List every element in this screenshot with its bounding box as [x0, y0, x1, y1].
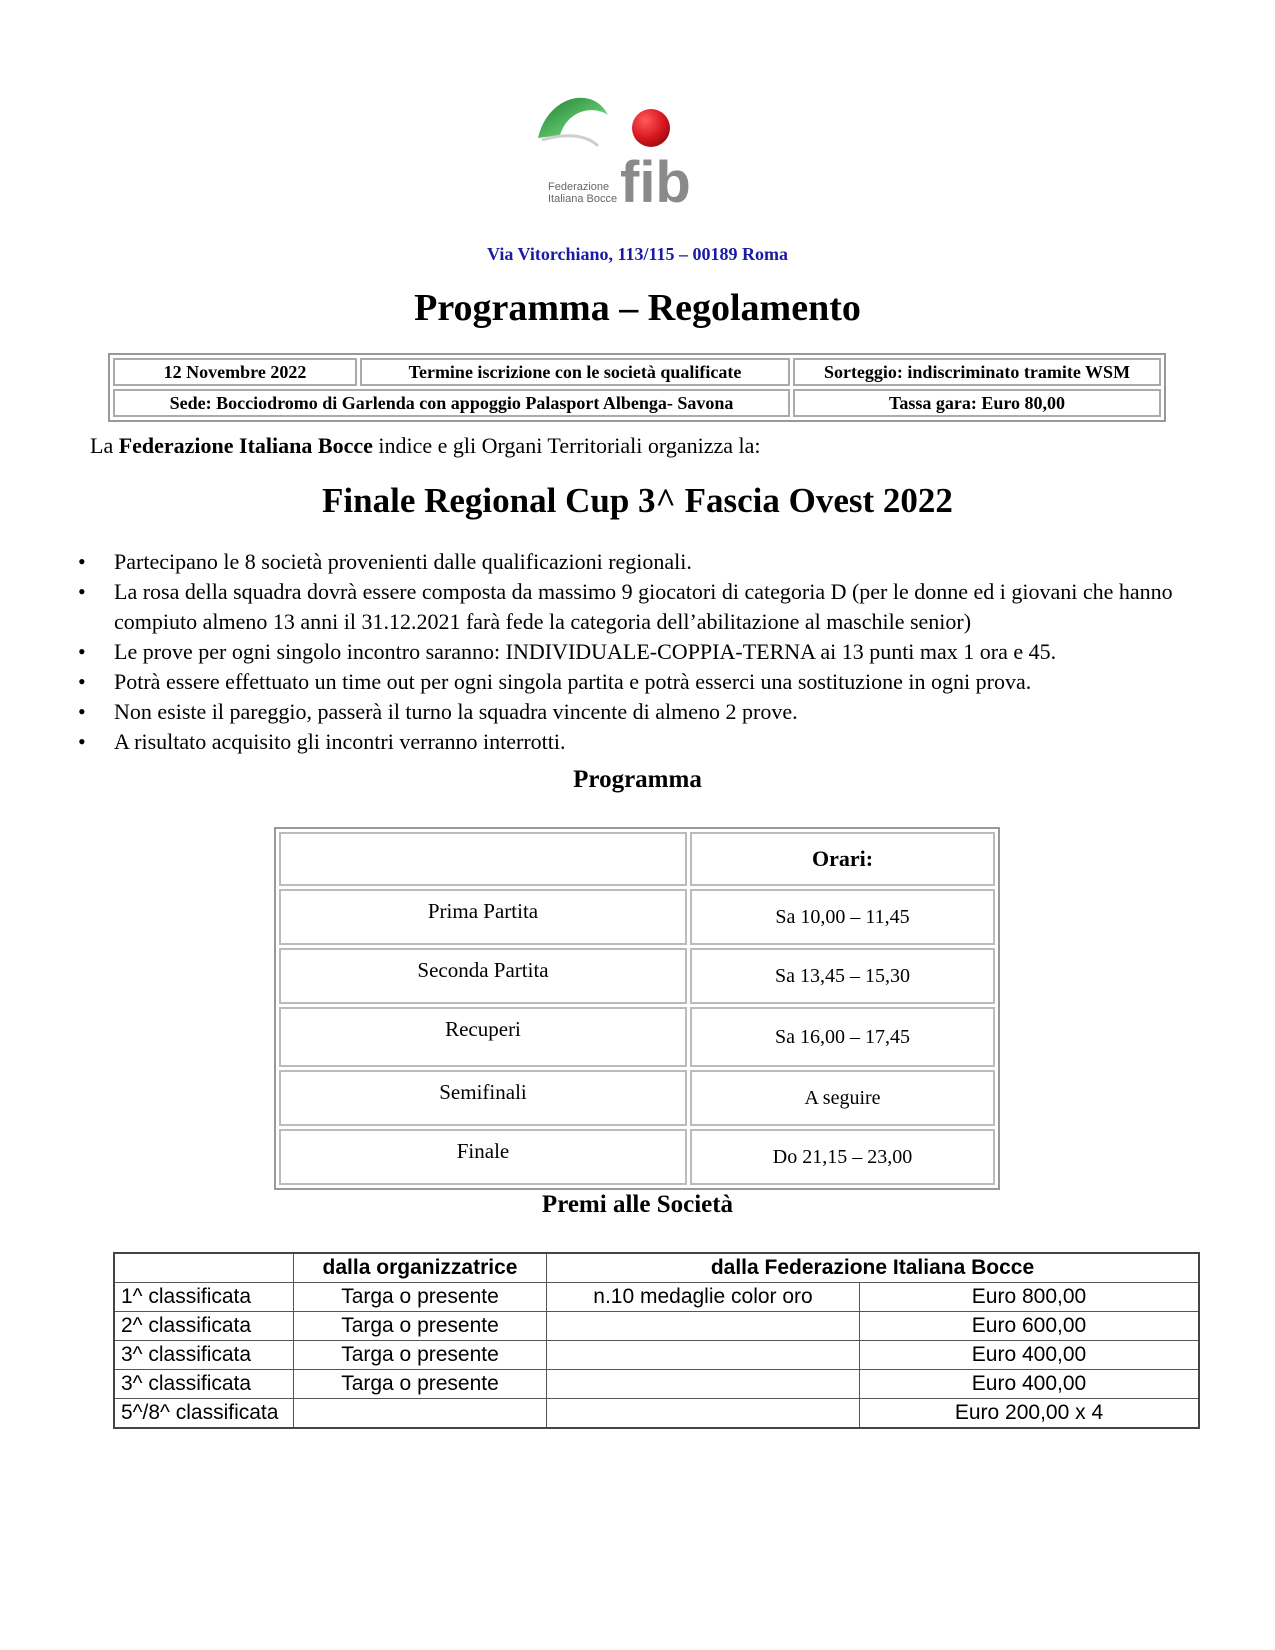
- table-row: [114, 1399, 1199, 1429]
- list-item: • A risultato acquisito gli incontri verranno interrotti.: [78, 727, 1208, 757]
- logo-abbr: fib: [620, 150, 691, 215]
- premi-medal: [547, 1312, 860, 1341]
- fib-logo: [538, 90, 748, 220]
- fib-logo-graphic: [538, 90, 748, 220]
- programma-time: Sa 13,45 – 15,30: [690, 948, 995, 1004]
- premi-medal: [547, 1399, 860, 1429]
- table-row: [279, 889, 995, 945]
- intro-text: [90, 433, 760, 459]
- info-table: [108, 353, 1166, 422]
- programma-label: Semifinali: [279, 1070, 687, 1126]
- list-item: • Le prove per ogni singolo incontro saranno: INDIVIDUALE-COPPIA-TERNA ai 13 punti max 1 ora e 45.: [78, 637, 1208, 667]
- premi-medal: [547, 1370, 860, 1399]
- info-fee: Tassa gara: Euro 80,00: [793, 389, 1161, 417]
- list-item: • Partecipano le 8 società provenienti dalle qualificazioni regionali.: [78, 547, 1208, 577]
- premi-org: Targa o presente: [294, 1312, 547, 1341]
- logo-line2: Italiana Bocce: [548, 193, 618, 205]
- page-title: Programma – Regolamento: [414, 287, 861, 329]
- red-ball-icon: [632, 109, 670, 147]
- table-row: [279, 1070, 995, 1126]
- premi-org: [294, 1399, 547, 1429]
- premi-place: 3^ classificata: [114, 1370, 294, 1399]
- programma-header-orari: Orari:: [690, 832, 995, 886]
- table-row: [114, 1312, 1199, 1341]
- premi-euro: Euro 400,00: [860, 1370, 1200, 1399]
- intro-pre: La: [90, 433, 119, 458]
- event-title: Finale Regional Cup 3^ Fascia Ovest 2022: [322, 481, 953, 520]
- table-row: [114, 1341, 1199, 1370]
- programma-header-empty: [279, 832, 687, 886]
- list-item: • Non esiste il pareggio, passerà il turno la squadra vincente di almeno 2 prove.: [78, 697, 1208, 727]
- programma-label: Prima Partita: [279, 889, 687, 945]
- logo-line1: Federazione: [548, 181, 610, 193]
- programma-time: Do 21,15 – 23,00: [690, 1129, 995, 1185]
- table-row: [114, 1283, 1199, 1312]
- premi-org: Targa o presente: [294, 1370, 547, 1399]
- premi-header-empty: [114, 1253, 294, 1283]
- premi-medal: [547, 1341, 860, 1370]
- info-registration: Termine iscrizione con le società qualificate: [360, 358, 790, 386]
- rules-list: [78, 547, 1208, 757]
- programma-table: [274, 827, 1000, 1190]
- premi-place: 5^/8^ classificata: [114, 1399, 294, 1429]
- premi-org: Targa o presente: [294, 1283, 547, 1312]
- premi-table: [113, 1252, 1200, 1429]
- list-item: • Potrà essere effettuato un time out per ogni singola partita e potrà esserci una sostituzione in ogni prova.: [78, 667, 1208, 697]
- programma-time: A seguire: [690, 1070, 995, 1126]
- table-row: [114, 1370, 1199, 1399]
- programma-time: Sa 10,00 – 11,45: [690, 889, 995, 945]
- premi-place: 3^ classificata: [114, 1341, 294, 1370]
- premi-place: 1^ classificata: [114, 1283, 294, 1312]
- intro-org: Federazione Italiana Bocce: [118, 433, 373, 458]
- programma-title: Programma: [573, 766, 702, 793]
- address: Via Vitorchiano, 113/115 – 00189 Roma: [486, 244, 789, 264]
- programma-label: Recuperi: [279, 1007, 687, 1067]
- premi-euro: Euro 200,00 x 4: [860, 1399, 1200, 1429]
- premi-title: Premi alle Società: [541, 1191, 734, 1218]
- table-row: [279, 948, 995, 1004]
- green-swoosh-icon: [538, 98, 608, 138]
- info-date: 12 Novembre 2022: [113, 358, 357, 386]
- table-row: [279, 832, 995, 886]
- table-row: [279, 1129, 995, 1185]
- intro-post: indice e gli Organi Territoriali organizza la:: [372, 433, 761, 458]
- programma-time: Sa 16,00 – 17,45: [690, 1007, 995, 1067]
- list-item: • La rosa della squadra dovrà essere composta da massimo 9 giocatori di categoria D (per le donne ed i giovani che hanno compiuto almeno 13 anni il 31.12.2021 farà fede la categoria dell’abilitazione al maschile senior): [78, 577, 1208, 637]
- premi-header-org: dalla organizzatrice: [294, 1253, 547, 1283]
- programma-label: Finale: [279, 1129, 687, 1185]
- premi-euro: Euro 600,00: [860, 1312, 1200, 1341]
- table-row: [279, 1007, 995, 1067]
- premi-euro: Euro 800,00: [860, 1283, 1200, 1312]
- programma-label: Seconda Partita: [279, 948, 687, 1004]
- info-venue: Sede: Bocciodromo di Garlenda con appoggio Palasport Albenga- Savona: [113, 389, 790, 417]
- info-draw: Sorteggio: indiscriminato tramite WSM: [793, 358, 1161, 386]
- table-row: [114, 1253, 1199, 1283]
- premi-org: Targa o presente: [294, 1341, 547, 1370]
- premi-header-fib: dalla Federazione Italiana Bocce: [547, 1253, 1200, 1283]
- premi-place: 2^ classificata: [114, 1312, 294, 1341]
- premi-euro: Euro 400,00: [860, 1341, 1200, 1370]
- premi-medal: n.10 medaglie color oro: [547, 1283, 860, 1312]
